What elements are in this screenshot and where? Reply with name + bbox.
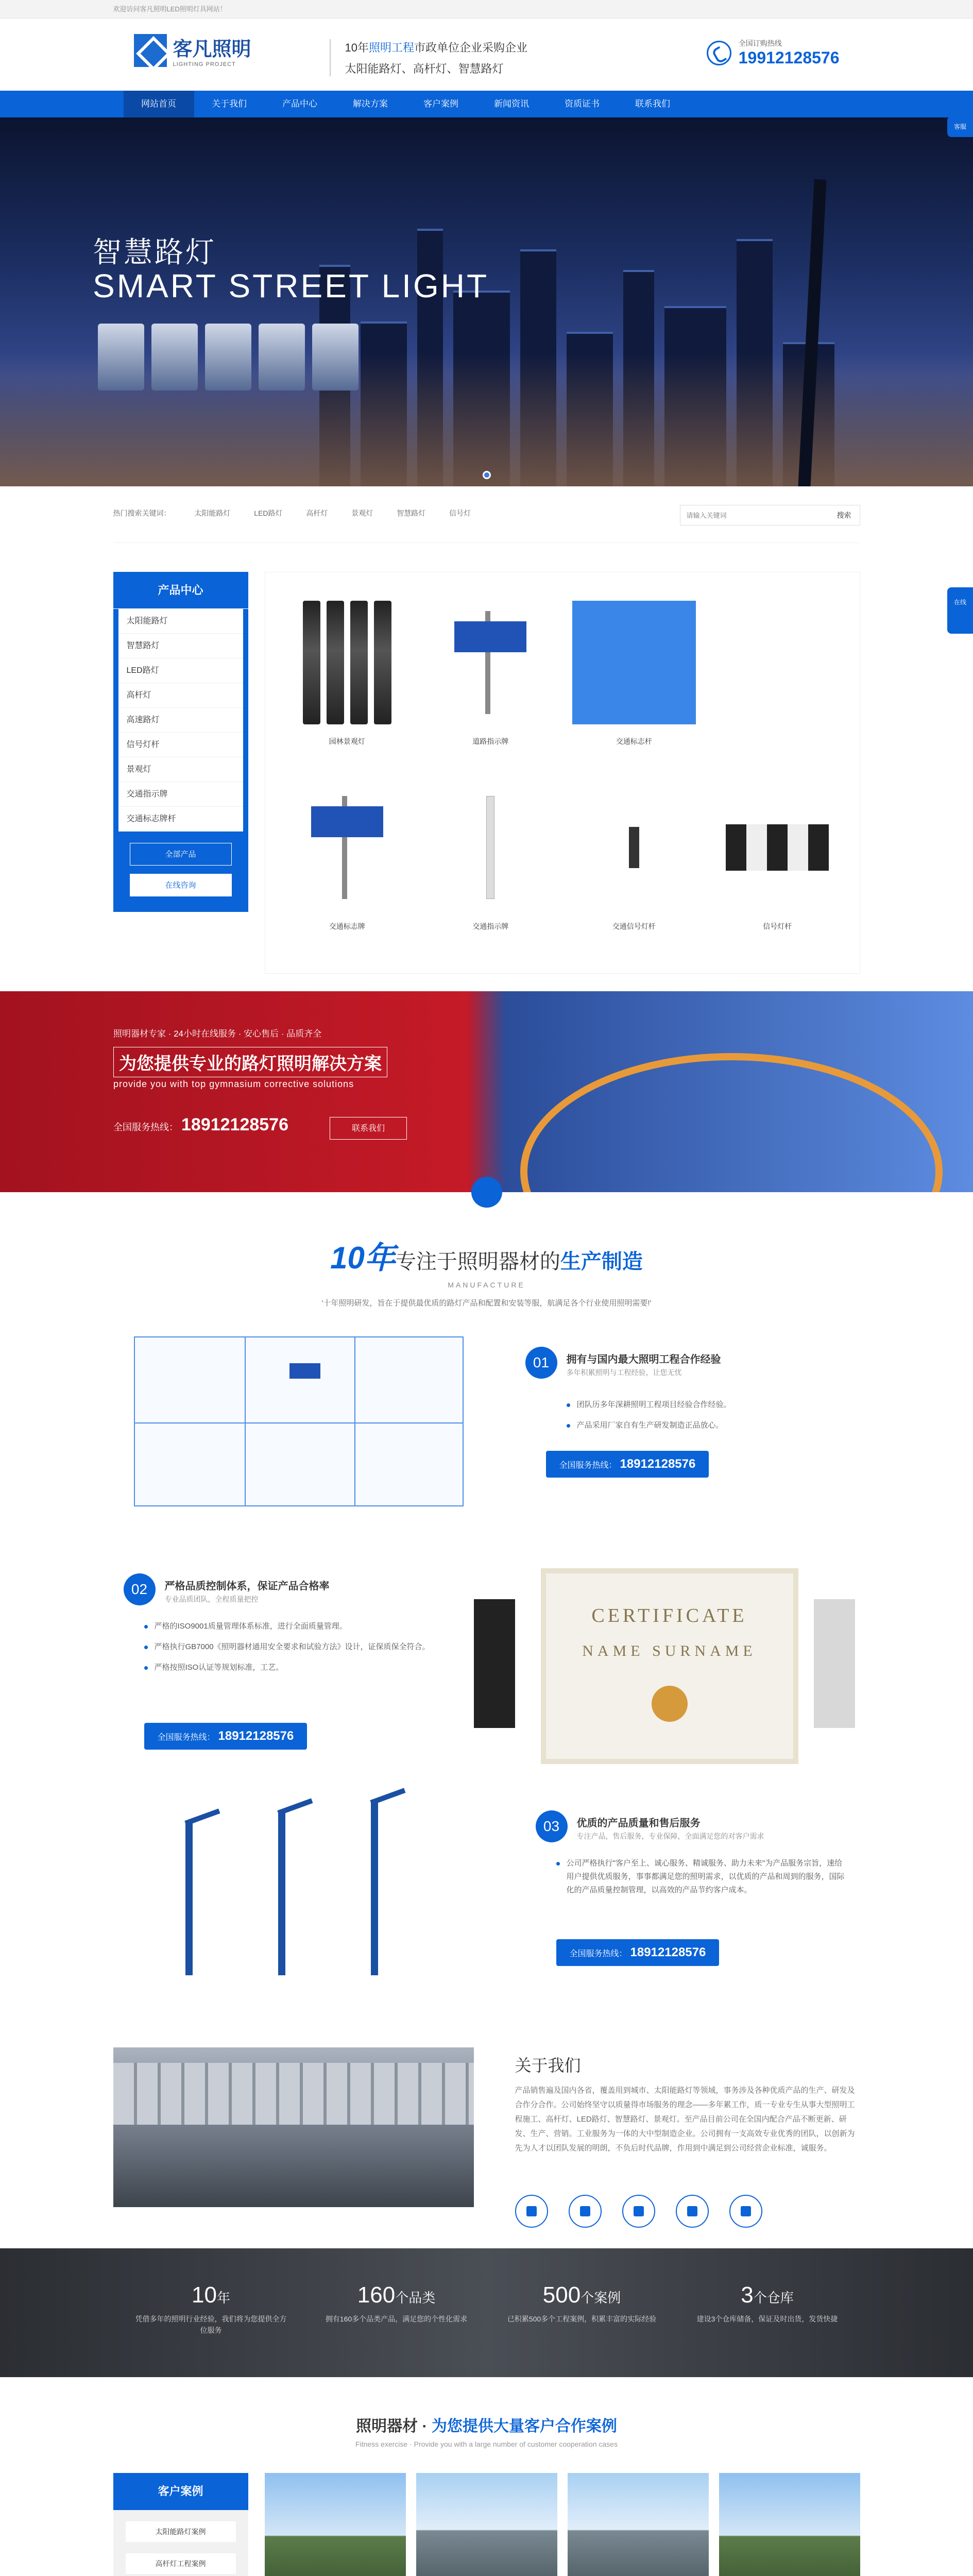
phone-icon — [707, 41, 731, 65]
case-category[interactable]: 高杆灯工程案例 — [126, 2553, 236, 2574]
hotline-number[interactable]: 18912128576 — [181, 1115, 289, 1134]
intro-desc: '十年照明研发，旨在于提供最优质的路灯产品和配置和安装等服，航满足各个行业使用照明需要!' — [321, 1299, 652, 1308]
product-card[interactable] — [419, 773, 562, 958]
all-products-button[interactable]: 全部产品 — [130, 843, 232, 866]
product-card[interactable] — [276, 773, 419, 958]
category-item[interactable]: 景观灯 — [118, 757, 243, 782]
nav-news[interactable]: 新闻资讯 — [494, 99, 529, 109]
feature-01 — [113, 1316, 860, 1553]
cases-grid — [265, 2473, 860, 2576]
case-image[interactable] — [568, 2473, 709, 2576]
category-item[interactable]: 交通指示牌 — [118, 782, 243, 807]
hotline-button[interactable]: 全国服务热线： 18912128576 — [546, 1451, 709, 1478]
about-icons — [515, 2195, 762, 2228]
hotline-label: 全国服务热线： — [113, 1122, 178, 1132]
document-icon[interactable] — [729, 2195, 762, 2228]
hot-keywords-label: 热门搜索关键词： — [113, 509, 171, 517]
nav-contact[interactable]: 联系我们 — [635, 99, 670, 109]
feature-subtitle: 专注产品，售后服务，专业保障，全面满足您的对客户需求 — [576, 1832, 764, 1840]
feature-item: 严格的ISO9001质量管理体系标准，进行全面质量管理。 — [144, 1620, 433, 1633]
cases-section — [113, 2377, 860, 2576]
phone-label: 全国订购热线 — [738, 39, 782, 47]
feature-item: 公司严格执行"客户至上、诚心服务、精诚服务、助力未来"为产品服务宗旨，速给用户提供优质服务，事事都满足您的照明需求，以优质的产品和周到的服务，国际化的产品质量控制管理，以高效的产品节约客户成本。 — [556, 1857, 845, 1897]
case-category[interactable]: 太阳能路灯案例 — [126, 2521, 236, 2542]
nav-about[interactable]: 关于我们 — [212, 99, 247, 109]
product-card[interactable] — [562, 773, 706, 958]
product-caption: 道路指示牌 — [472, 737, 509, 745]
case-image[interactable] — [416, 2473, 557, 2576]
solution-subtitle-en: provide you with top gymnasium corrective solutions — [113, 1079, 354, 1089]
product-collage — [134, 1336, 464, 1506]
nav-cases[interactable]: 客户案例 — [423, 99, 458, 109]
main-nav — [0, 91, 973, 117]
case-image[interactable] — [265, 2473, 406, 2576]
product-card — [706, 588, 849, 773]
feature-list — [556, 1857, 845, 1904]
clock-icon[interactable] — [515, 2195, 548, 2228]
product-caption: 交通信号灯杆 — [612, 922, 656, 930]
search-bar — [113, 486, 860, 543]
factory-image — [113, 2047, 474, 2207]
product-sidebar — [113, 572, 248, 912]
solution-banner — [0, 991, 973, 1192]
feature-02 — [113, 1553, 860, 1790]
feature-list — [144, 1620, 433, 1682]
slider-dot[interactable] — [483, 471, 491, 479]
keyword-link[interactable]: 信号灯 — [449, 509, 471, 517]
keyword-link[interactable]: 景观灯 — [351, 509, 373, 517]
products-section — [113, 543, 860, 991]
slogan-years: 10年 — [345, 41, 369, 54]
category-item[interactable]: LED路灯 — [118, 658, 243, 683]
stats-bar — [0, 2248, 973, 2377]
category-item[interactable]: 信号灯杆 — [118, 733, 243, 757]
product-card[interactable] — [562, 588, 706, 773]
product-card[interactable] — [419, 588, 562, 773]
nav-solutions[interactable]: 解决方案 — [353, 99, 388, 109]
hotline-button[interactable]: 全国服务热线： 18912128576 — [556, 1939, 720, 1966]
feature-number: 01 — [525, 1347, 557, 1379]
product-caption: 信号灯杆 — [763, 922, 792, 930]
feature-title: 严格品质控制体系，保证产品合格率 — [164, 1581, 330, 1592]
cases-sidebar-title: 客户案例 — [113, 2473, 248, 2510]
cases-subtitle: Fitness exercise · Provide you with a large number of customer cooperation cases — [355, 2440, 618, 2448]
intro-heading: 专注于照明器材的生产制造 — [395, 1250, 643, 1273]
about-company — [113, 2027, 860, 2248]
category-item[interactable]: 高速路灯 — [118, 708, 243, 733]
keyword-link[interactable]: 高杆灯 — [306, 509, 328, 517]
phone-number[interactable]: 19912128576 — [738, 48, 840, 67]
banner-lamps — [98, 324, 359, 391]
header-phone — [707, 38, 840, 67]
solution-title: 为您提供专业的路灯照明解决方案 — [113, 1047, 387, 1077]
certificate-heading: CERTIFICATE — [591, 1605, 747, 1626]
nav-products[interactable]: 产品中心 — [282, 99, 317, 109]
logo-title: 客凡照明 — [173, 39, 251, 60]
shop-icon[interactable] — [676, 2195, 709, 2228]
street-lamp-image — [278, 1810, 285, 1975]
search-button[interactable]: 搜索 — [829, 505, 860, 525]
keyword-link[interactable]: 智慧路灯 — [397, 509, 426, 517]
feature-title: 优质的产品质量和售后服务 — [576, 1818, 701, 1829]
keyword-link[interactable]: LED路灯 — [254, 509, 283, 517]
search-box — [680, 505, 860, 526]
category-item[interactable]: 智慧路灯 — [118, 634, 243, 658]
about-title: 关于我们 — [515, 2056, 581, 2075]
welcome-text: 欢迎访问客凡照明LED照明灯具网站！ — [113, 5, 227, 13]
logo[interactable] — [134, 33, 251, 67]
feature-03 — [113, 1790, 860, 2027]
logo-icon — [134, 34, 167, 67]
ten-years: 10年 — [330, 1241, 396, 1275]
category-item[interactable]: 交通标志牌杆 — [118, 807, 243, 832]
product-caption: 交通指示牌 — [472, 922, 509, 930]
about-text: 产品销售遍及国内各省，覆盖用到城市、太阳能路灯等领域，事务涉及各种优质产品的生产、研发及合作分合作。公司始终坚守以质量得市场服务的理念——多年累工作，质一专业专生从事大型照明工程施工、高杆灯、LED路灯、智慧路灯、景观灯。至产品目前公司在全国内配合产品不断更新、研发、生产、营销。工业服务为一体的大中型制造企业。公司拥有一支高效专业优秀的团队，以创新为先为人才以团队发展的明朗，不负后时代品牌，作用到中满足到公司经营企业标准，诚服务。 — [515, 2086, 855, 2153]
search-input[interactable] — [680, 505, 829, 525]
product-caption: 园林景观灯 — [329, 737, 365, 745]
feature-subtitle: 专业品质团队，全程质量把控 — [164, 1595, 259, 1603]
stat-item: 500个案例 已积累500多个工程案例，积累丰富的实际经验 — [507, 2282, 657, 2323]
top-strip — [0, 0, 973, 19]
globe-icon[interactable] — [569, 2195, 602, 2228]
header-slogan — [330, 39, 528, 76]
slogan-rest: 市政单位企业采购企业 — [414, 41, 528, 54]
product-sidebar-title: 产品中心 — [113, 572, 248, 609]
product-card[interactable] — [706, 773, 849, 958]
feature-item: 严格按照ISO认证等规划标准，工艺。 — [144, 1661, 433, 1674]
hot-keywords — [113, 508, 493, 518]
nav-certificates[interactable]: 资质证书 — [565, 99, 600, 109]
cases-sidebar — [113, 2473, 248, 2576]
hotline-button[interactable]: 全国服务热线： 18912128576 — [144, 1723, 308, 1750]
product-caption: 交通标志杆 — [616, 737, 652, 745]
stat-item: 160个品类 拥有160多个品类产品，满足您的个性化需求 — [325, 2282, 468, 2323]
solution-tagline: 照明器材专家 · 24小时在线服务 · 安心售后 · 品质齐全 — [113, 1029, 322, 1039]
contact-us-button[interactable]: 联系我们 — [330, 1117, 407, 1140]
solution-hotline — [113, 1115, 288, 1135]
feature-title: 拥有与国内最大照明工程合作经验 — [566, 1354, 721, 1365]
feature-number: 02 — [124, 1573, 156, 1605]
product-card[interactable] — [276, 588, 419, 773]
float-consult-button[interactable]: 在线 — [947, 587, 973, 634]
case-image[interactable] — [719, 2473, 860, 2576]
stat-item: 10年 凭借多年的照明行业经验，我们将为您提供全方位服务 — [135, 2282, 287, 2334]
feature-item: 严格执行GB7000《照明器材通用安全要求和试验方法》设计，证保质保全符合。 — [144, 1640, 433, 1654]
slogan-highlight: 照明工程 — [368, 41, 414, 54]
banner-title-cn: 智慧路灯 — [93, 236, 216, 268]
street-lamp-image — [185, 1821, 193, 1975]
category-item[interactable]: 太阳能路灯 — [118, 609, 243, 634]
cert-frame-right — [814, 1599, 855, 1728]
header — [113, 19, 860, 91]
hero-banner[interactable] — [0, 117, 973, 486]
keyword-link[interactable]: 太阳能路灯 — [194, 509, 231, 517]
cases-title: 照明器材 · 为您提供大量客户合作案例 — [356, 2418, 617, 2435]
slogan-line2: 太阳能路灯、高杆灯、智慧路灯 — [345, 62, 504, 75]
seal-icon — [652, 1686, 688, 1722]
category-item[interactable]: 高杆灯 — [118, 683, 243, 708]
logo-subtitle: LIGHTING PROJECT — [173, 61, 236, 67]
feature-subtitle: 多年积累照明与工程经验，让您无忧 — [566, 1368, 682, 1377]
mail-icon[interactable] — [622, 2195, 655, 2228]
intro-sub: MANUFACTURE — [448, 1281, 525, 1289]
certificate-name: NAME SURNAME — [582, 1642, 757, 1659]
street-lamp-image — [371, 1800, 378, 1975]
feature-list — [567, 1398, 855, 1439]
manufacture-intro — [113, 1192, 860, 1316]
bridge-image — [489, 991, 973, 1192]
stat-item: 3个仓库 建设3个仓库储备，保证及时出货，发货快捷 — [696, 2282, 838, 2323]
consult-button[interactable]: 在线咨询 — [130, 874, 232, 896]
float-service-button[interactable]: 客服 — [947, 116, 973, 137]
certificate-image — [541, 1568, 798, 1764]
cert-frame-left — [474, 1599, 515, 1728]
product-grid — [265, 572, 860, 974]
banner-title-en: SMART STREET LIGHT — [93, 267, 489, 304]
nav-home[interactable]: 网站首页 — [124, 91, 194, 117]
feature-number: 03 — [536, 1810, 568, 1842]
feature-item: 团队历多年深耕照明工程项目经验合作经验。 — [567, 1398, 855, 1412]
feature-item: 产品采用厂家自有生产研发制造正品放心。 — [567, 1419, 855, 1432]
product-caption: 交通标志牌 — [329, 922, 365, 930]
